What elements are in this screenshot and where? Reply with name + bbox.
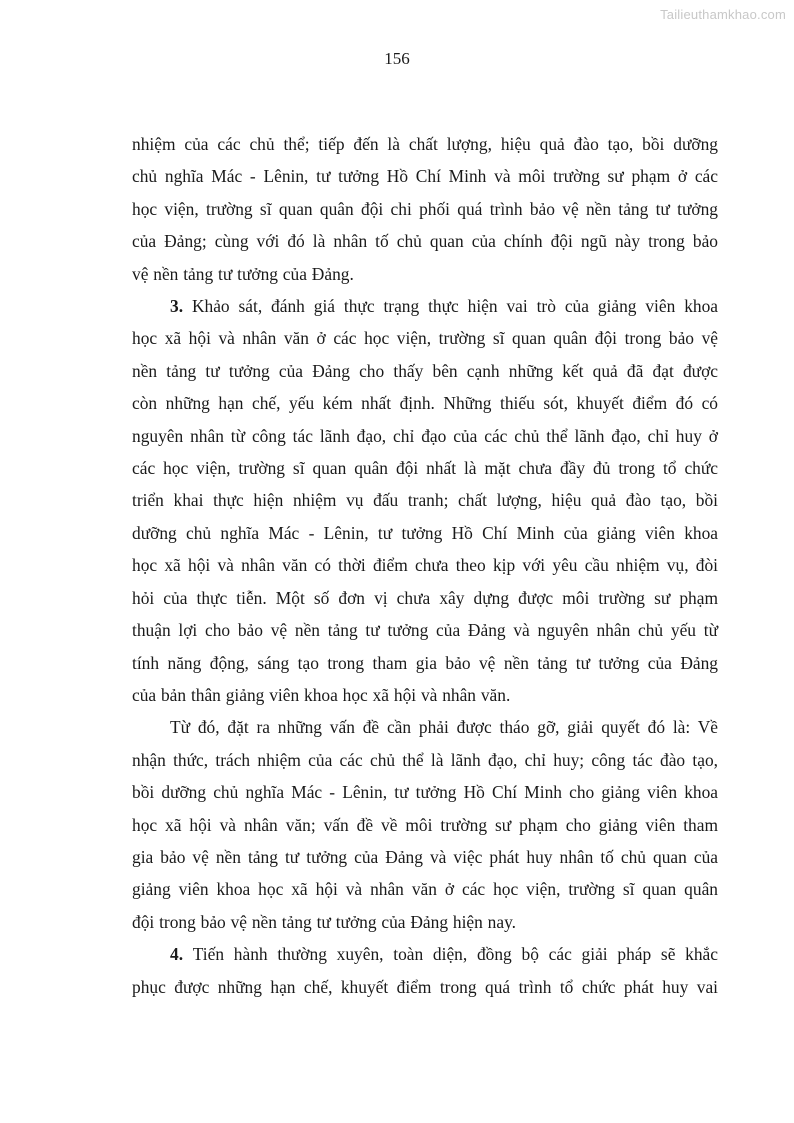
paragraph-line — [132, 517, 718, 549]
watermark: Tailieuthamkhao.com — [660, 7, 786, 22]
paragraph-line — [132, 322, 718, 354]
paragraph-line — [132, 355, 718, 387]
line-text: nguyên nhân từ công tác lãnh đạo, chỉ đạo của các chủ thể lãnh đạo, chỉ huy ở — [132, 425, 718, 446]
paragraph-line — [132, 549, 718, 581]
line-text: tính năng động, sáng tạo trong tham gia bảo vệ nền tảng tư tưởng của Đảng — [132, 652, 718, 673]
line-text: các học viện, trường sĩ quan quân đội nhất là mặt chưa đầy đủ trong tổ chức — [132, 458, 718, 479]
paragraph-line — [132, 193, 718, 225]
paragraph-line — [132, 906, 718, 938]
line-text: Từ đó, đặt ra những vấn đề cần phải được tháo gỡ, giải quyết đó là: Về — [170, 717, 718, 738]
page-number: 156 — [384, 49, 410, 68]
line-text: chủ nghĩa Mác - Lênin, tư tưởng Hồ Chí Minh và môi trường sư phạm ở các — [132, 166, 718, 187]
line-text: nhiệm của các chủ thể; tiếp đến là chất lượng, hiệu quả đào tạo, bồi dưỡng — [132, 134, 718, 154]
line-text: gia bảo vệ nền tảng tư tưởng của Đảng và việc phát huy nhân tố chủ quan của — [132, 846, 718, 867]
line-text: học xã hội và nhân văn có thời điểm chưa theo kịp với yêu cầu nhiệm vụ, đòi — [132, 555, 718, 576]
paragraph-line — [132, 776, 718, 808]
paragraph-line — [132, 711, 718, 743]
paragraph-line — [132, 582, 718, 614]
line-text: của bản thân giảng viên khoa học xã hội và nhân văn. — [132, 684, 511, 705]
line-text: nền tảng tư tưởng của Đảng cho thấy bên cạnh những kết quả đã đạt được — [132, 360, 718, 381]
paragraph-line — [132, 938, 718, 970]
line-text: giảng viên khoa học xã hội và nhân văn ở các học viện, trường sĩ quan quân — [132, 879, 718, 900]
line-text: bồi dưỡng chủ nghĩa Mác - Lênin, tư tưởng Hồ Chí Minh cho giảng viên khoa — [132, 782, 718, 803]
paragraph-line — [132, 290, 718, 322]
line-text: vệ nền tảng tư tưởng của Đảng. — [132, 263, 354, 284]
line-text: hỏi của thực tiễn. Một số đơn vị chưa xây dựng được môi trường sư phạm — [132, 587, 718, 608]
line-text: phục được những hạn chế, khuyết điểm trong quá trình tổ chức phát huy vai — [132, 976, 718, 997]
paragraph-line — [132, 387, 718, 419]
line-text: Khảo sát, đánh giá thực trạng thực hiện vai trò của giảng viên khoa — [191, 296, 719, 317]
line-text: Tiến hành thường xuyên, toàn diện, đồng bộ các giải pháp sẽ khắc — [192, 944, 718, 965]
line-text: học xã hội và nhân văn; vấn đề về môi trường sư phạm cho giảng viên tham — [132, 814, 718, 835]
document-body — [132, 128, 718, 1003]
line-text: còn những hạn chế, yếu kém nhất định. Những thiếu sót, khuyết điểm đó có — [132, 393, 718, 414]
line-text: đội trong bảo vệ nền tảng tư tưởng của Đảng hiện nay. — [132, 911, 517, 932]
paragraph-line — [132, 809, 718, 841]
paragraph-line — [132, 128, 718, 160]
paragraph-line — [132, 841, 718, 873]
paragraph-line — [132, 744, 718, 776]
section-number: 4. — [170, 944, 193, 965]
paragraph-line — [132, 971, 718, 1003]
paragraph-line — [132, 258, 718, 290]
section-number: 3. — [170, 296, 192, 317]
paragraph-line — [132, 873, 718, 905]
paragraph-line — [132, 484, 718, 516]
line-text: học viện, trường sĩ quan quân đội chi phối quá trình bảo vệ nền tảng tư tưởng — [132, 198, 718, 219]
line-text: nhận thức, trách nhiệm của các chủ thể là lãnh đạo, chỉ huy; công tác đào tạo, — [132, 749, 718, 770]
paragraph-line — [132, 614, 718, 646]
paragraph-line — [132, 420, 718, 452]
line-text: học xã hội và nhân văn ở các học viện, trường sĩ quan quân đội trong bảo vệ — [132, 328, 718, 349]
line-text: dưỡng chủ nghĩa Mác - Lênin, tư tưởng Hồ Chí Minh của giảng viên khoa — [132, 522, 718, 543]
line-text: thuận lợi cho bảo vệ nền tảng tư tưởng của Đảng và nguyên nhân chủ yếu từ — [132, 620, 718, 641]
line-text: của Đảng; cùng với đó là nhân tố chủ quan của chính đội ngũ này trong bảo — [132, 231, 718, 252]
paragraph-line — [132, 647, 718, 679]
line-text: triển khai thực hiện nhiệm vụ đấu tranh; chất lượng, hiệu quả đào tạo, bồi — [132, 490, 718, 511]
paragraph-line — [132, 452, 718, 484]
paragraph-line — [132, 160, 718, 192]
paragraph-line — [132, 679, 718, 711]
paragraph-line — [132, 225, 718, 257]
